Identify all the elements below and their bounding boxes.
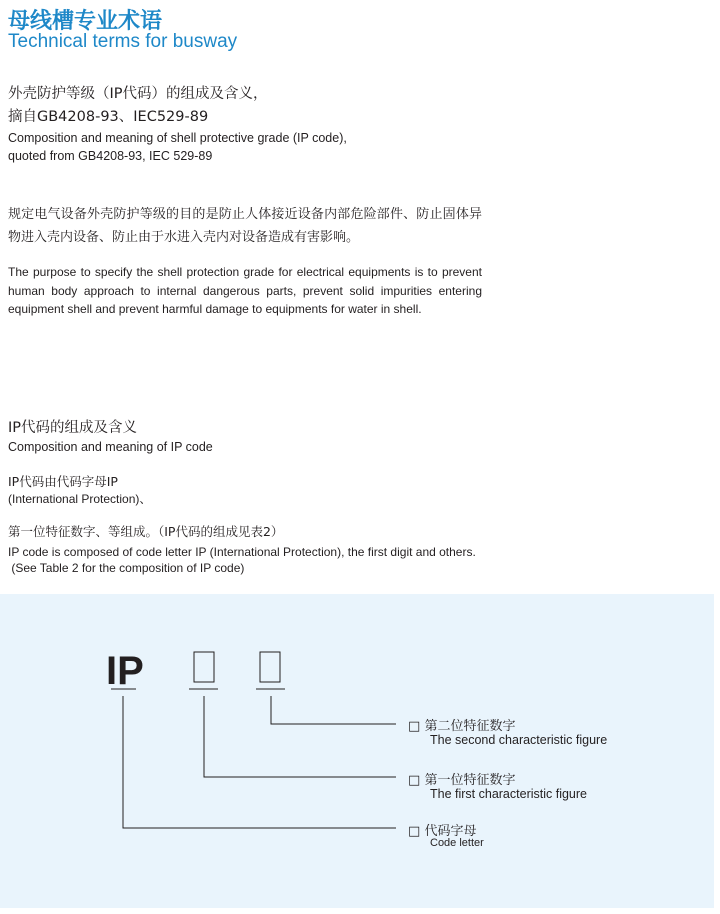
legend-first-digit-cn: □ 第一位特征数字 xyxy=(408,773,516,788)
ip-code-diagram-lines xyxy=(0,594,714,908)
section1-heading-cn-line1: 外壳防护等级（IP代码）的组成及含义， xyxy=(8,86,268,102)
first-digit-leader-line xyxy=(204,696,396,777)
ip-code-diagram xyxy=(0,594,714,908)
section2-line-en1: (International Protection)、 xyxy=(8,492,152,506)
legend-box-icon: □ xyxy=(408,719,421,734)
section2-heading-cn: IP代码的组成及含义 xyxy=(8,420,138,436)
ip-code-letters: IP xyxy=(106,649,144,693)
second-digit-leader-line xyxy=(271,696,396,724)
legend-first-digit-en: The first characteristic figure xyxy=(430,787,587,801)
section2-line-cn1: IP代码由代码字母IP xyxy=(8,474,118,489)
section2-line-en2: IP code is composed of code letter IP (International Protection), the first digit and others. xyxy=(8,545,476,559)
page-title-en: Technical terms for busway xyxy=(8,31,238,52)
section1-heading-en-line1: Composition and meaning of shell protective grade (IP code), xyxy=(8,131,347,145)
legend-second-digit-en: The second characteristic figure xyxy=(430,733,608,747)
legend-box-icon: □ xyxy=(408,773,421,788)
first-digit-box xyxy=(194,652,214,682)
section2-line-cn2: 第一位特征数字、等组成。（IP代码的组成见表2） xyxy=(8,524,284,539)
section2-heading-en: Composition and meaning of IP code xyxy=(8,440,213,454)
page-title-cn: 母线槽专业术语 xyxy=(8,9,163,34)
legend-second-digit-cn: □ 第二位特征数字 xyxy=(408,719,516,734)
section1-heading-cn-line2: 摘自GB4208-93、IEC529-89 xyxy=(8,109,209,125)
section1-heading-en-line2: quoted from GB4208-93, IEC 529-89 xyxy=(8,149,213,163)
legend-code-letter-en: Code letter xyxy=(430,837,484,849)
second-digit-box xyxy=(260,652,280,682)
section2-line-en3: (See Table 2 for the composition of IP code) xyxy=(8,561,245,575)
code-letter-leader-line xyxy=(123,696,396,828)
section1-paragraph-cn: 规定电气设备外壳防护等级的目的是防止人体接近设备内部危险部件、防止固体异物进入壳内设备、防止由于水进入壳内对设备造成有害影响。 xyxy=(8,207,482,245)
section1-paragraph-en: The purpose to specify the shell protection grade for electrical equipments is to prevent human body approach to internal dangerous parts, prevent solid impurities entering equipment shell and prevent harmful damage to equipments for water in shell. xyxy=(8,265,482,316)
legend-code-letter-cn: □ 代码字母 xyxy=(408,824,477,839)
legend-box-icon: □ xyxy=(408,824,421,839)
